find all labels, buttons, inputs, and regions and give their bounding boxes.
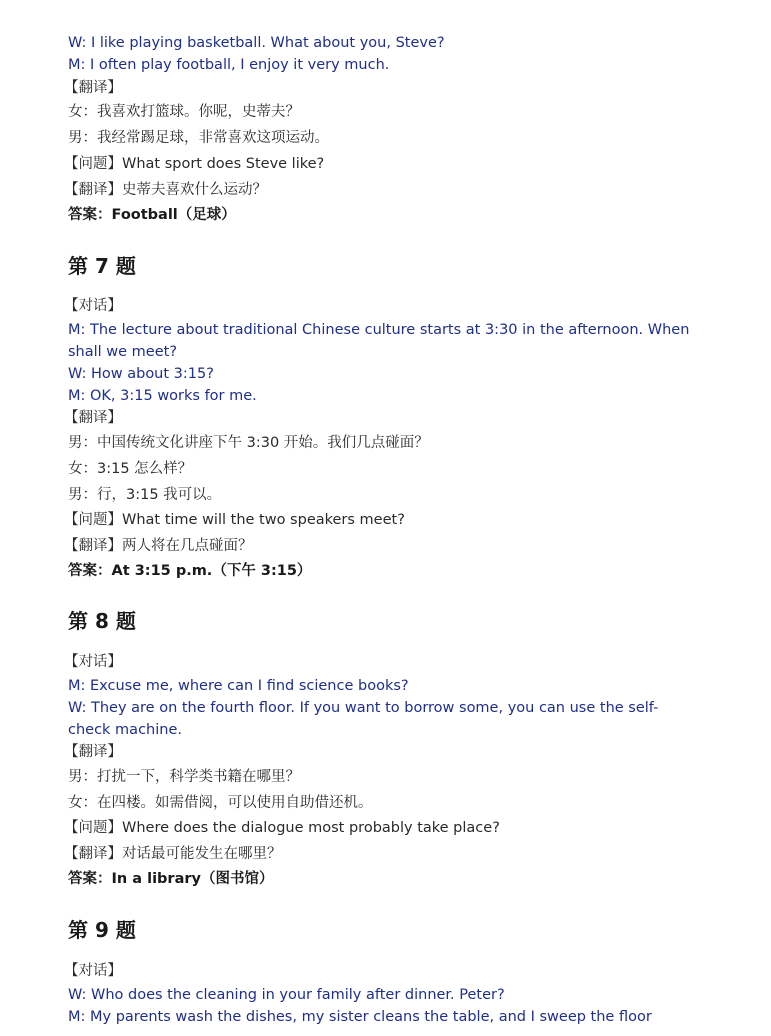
answer-line: 答案：In a library（图书馆） <box>68 871 274 887</box>
dialog-line: shall we meet? <box>68 344 178 360</box>
question-line: 【问题】What sport does Steve like? <box>64 156 325 172</box>
question-heading: 第 7 题 <box>68 254 136 278</box>
translation-line: 女：在四楼。如需借阅，可以使用自助借还机。 <box>68 795 373 811</box>
question-heading: 第 9 题 <box>68 918 136 942</box>
dialog-line: M: The lecture about traditional Chinese culture starts at 3:30 in the afternoon. When <box>68 322 690 338</box>
translation-line: 男：打扰一下，科学类书籍在哪里？ <box>68 769 300 785</box>
dialog-line: W: How about 3:15? <box>68 366 214 382</box>
question-heading: 第 8 题 <box>68 609 136 633</box>
answer-line: 答案：Football（足球） <box>68 207 236 223</box>
dialog-line: M: Excuse me, where can I find science books? <box>68 678 409 694</box>
dialog-line: check machine. <box>68 722 182 738</box>
translation-line: 男：我经常踢足球，非常喜欢这项运动。 <box>68 130 329 146</box>
question-translation: 【翻译】对话最可能发生在哪里？ <box>64 846 282 862</box>
question-translation: 【翻译】两人将在几点碰面？ <box>64 538 253 554</box>
question-translation: 【翻译】史蒂夫喜欢什么运动？ <box>64 182 267 198</box>
translation-tag: 【翻译】 <box>64 80 122 96</box>
dialog-tag: 【对话】 <box>64 654 122 670</box>
dialog-line: W: They are on the fourth floor. If you want to borrow some, you can use the self- <box>68 700 659 716</box>
translation-tag: 【翻译】 <box>64 410 122 426</box>
translation-tag: 【翻译】 <box>64 744 122 760</box>
dialog-line: W: Who does the cleaning in your family after dinner. Peter? <box>68 987 505 1003</box>
translation-line: 男：中国传统文化讲座下午 3:30 开始。我们几点碰面？ <box>68 435 429 451</box>
question-line: 【问题】Where does the dialogue most probably take place? <box>64 820 500 836</box>
question-line: 【问题】What time will the two speakers meet? <box>64 512 405 528</box>
translation-line: 女：我喜欢打篮球。你呢，史蒂夫？ <box>68 104 300 120</box>
dialog-line: M: OK, 3:15 works for me. <box>68 388 257 404</box>
dialog-line: W: I like playing basketball. What about you, Steve? <box>68 35 445 51</box>
dialog-line: M: My parents wash the dishes, my sister cleans the table, and I sweep the floor <box>68 1009 652 1025</box>
translation-line: 男：行，3:15 我可以。 <box>68 487 222 503</box>
dialog-tag: 【对话】 <box>64 298 122 314</box>
dialog-line: M: I often play football, I enjoy it very much. <box>68 57 390 73</box>
answer-line: 答案：At 3:15 p.m.（下午 3:15） <box>68 563 312 579</box>
translation-line: 女：3:15 怎么样？ <box>68 461 193 477</box>
dialog-tag: 【对话】 <box>64 963 122 979</box>
